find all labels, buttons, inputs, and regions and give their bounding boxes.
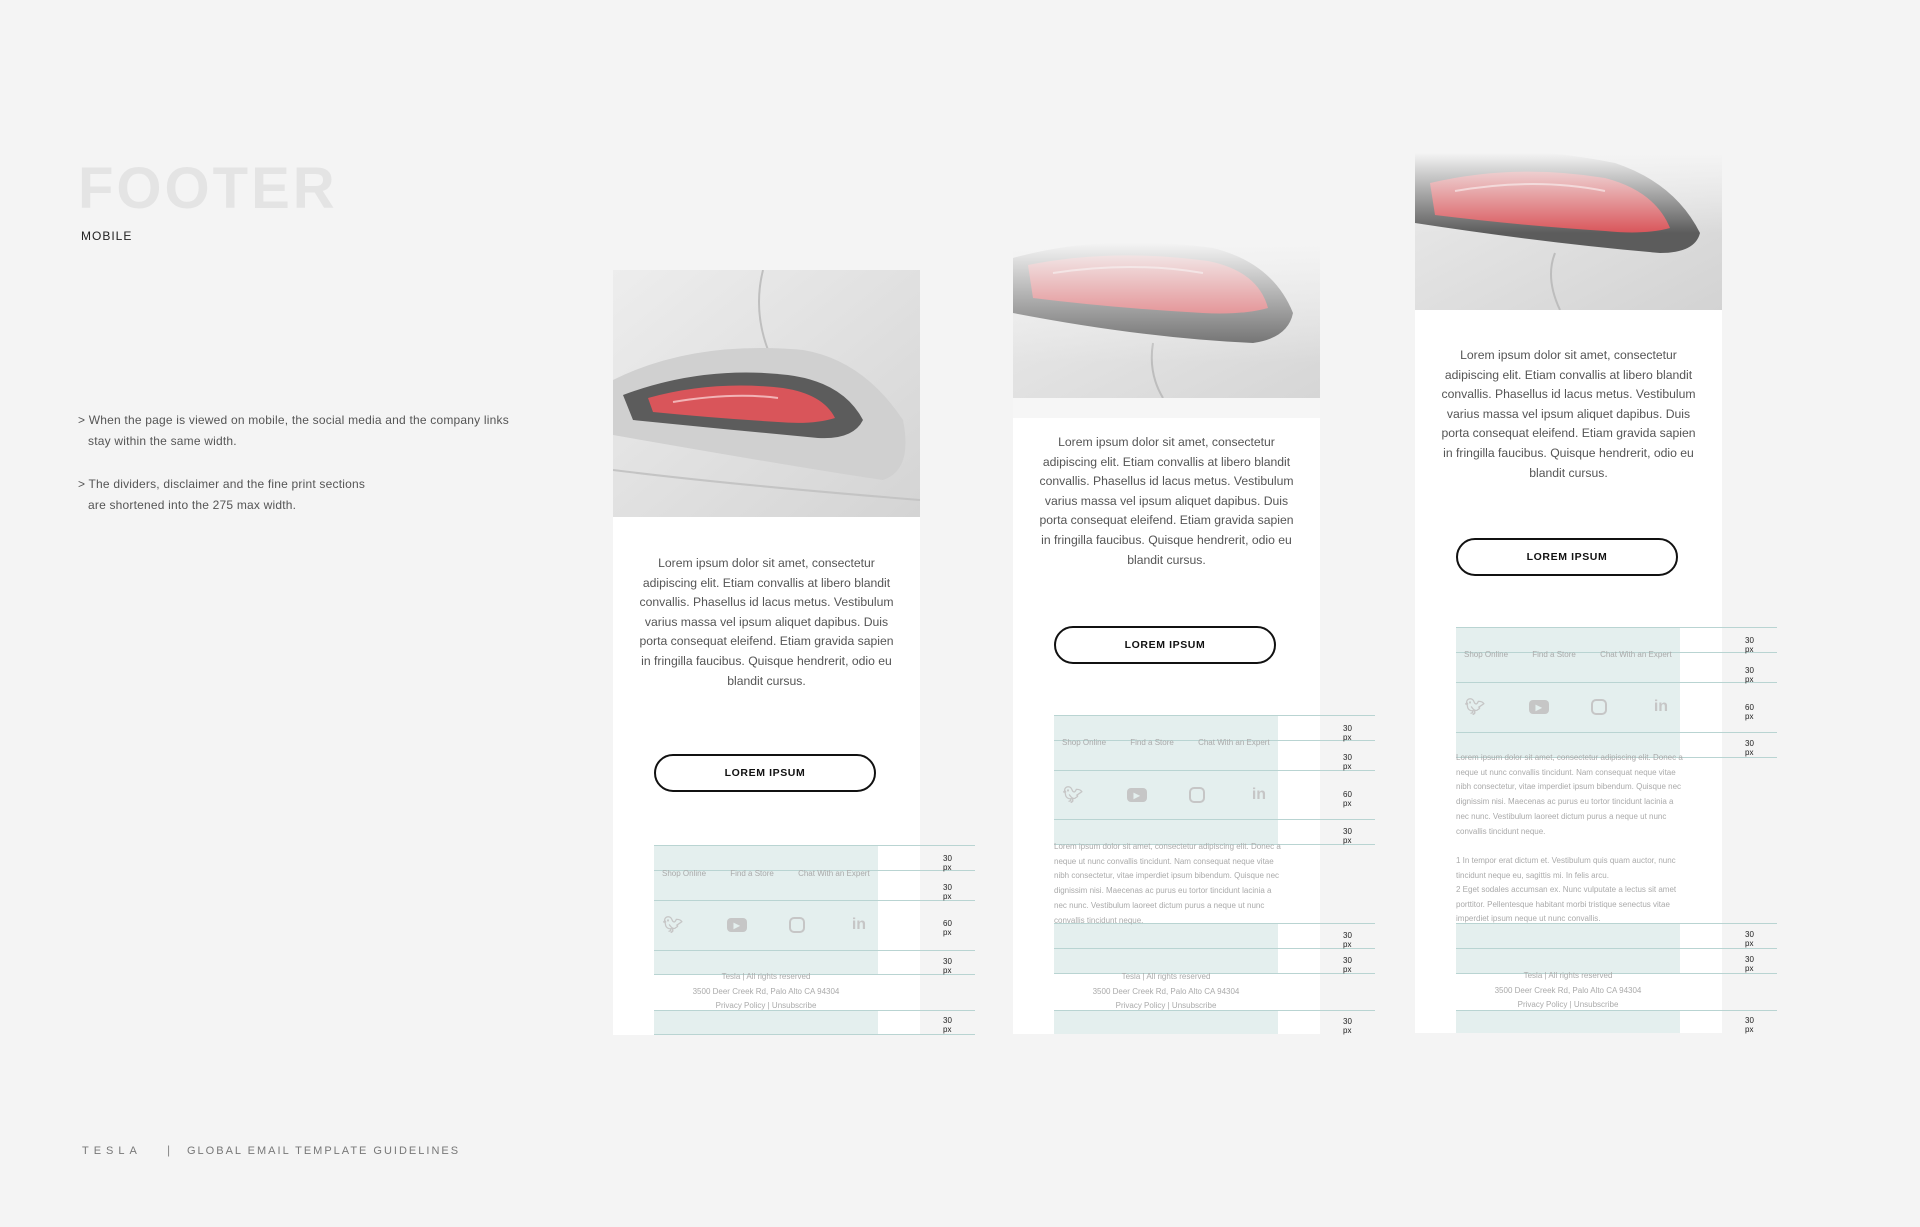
spacing-label: 60 px — [1745, 703, 1754, 721]
link-shop-online[interactable]: Shop Online — [662, 869, 707, 878]
spacing-label: 30 px — [1745, 739, 1754, 757]
spacing-label: 30 px — [943, 883, 952, 901]
guide-line — [1054, 770, 1375, 771]
guide-band — [654, 1010, 878, 1035]
numbered-note: 1 In tempor erat dictum et. Vestibulum quis quam auctor, nunc tincidunt neque eu, sagittis mi. In felis arcu. — [1456, 856, 1676, 880]
guide-line — [1456, 627, 1777, 628]
fine-print-line[interactable]: Privacy Policy | Unsubscribe — [1115, 1001, 1217, 1010]
cta-button[interactable]: LOREM IPSUM — [654, 754, 876, 792]
guide-band — [1456, 627, 1680, 757]
footer-links — [1062, 738, 1292, 747]
guide-band — [1456, 1010, 1680, 1033]
spacing-label: 60 px — [1343, 790, 1352, 808]
fine-print-line[interactable]: Privacy Policy | Unsubscribe — [715, 1001, 817, 1010]
social-icons — [1062, 785, 1270, 805]
guide-line — [1054, 715, 1375, 716]
spacing-label: 30 px — [943, 854, 952, 872]
note-mobile-links — [78, 410, 558, 452]
spacing-label: 30 px — [1745, 955, 1754, 973]
note-text: stay within the same width. — [88, 434, 237, 448]
note-max-width — [78, 474, 558, 516]
linkedin-icon[interactable]: in — [1251, 786, 1267, 803]
youtube-icon[interactable]: ▶ — [1127, 788, 1147, 802]
guide-line — [654, 845, 975, 846]
link-find-store[interactable]: Find a Store — [1532, 650, 1576, 659]
email-mockup-1 — [613, 270, 952, 1035]
note-text: > When the page is viewed on mobile, the social media and the company links — [78, 413, 509, 427]
spacing-label: 30 px — [1745, 636, 1754, 654]
footer-links — [662, 869, 892, 878]
spacing-label: 30 px — [1745, 930, 1754, 948]
guide-band — [1054, 715, 1278, 845]
linkedin-icon[interactable]: in — [851, 916, 867, 933]
youtube-icon[interactable]: ▶ — [1529, 700, 1549, 714]
fine-print-line: Tesla | All rights reserved — [1121, 972, 1211, 981]
fine-print — [1054, 970, 1278, 1014]
footer-separator: | — [167, 1143, 171, 1157]
image-gap — [1013, 398, 1320, 418]
note-text: > The dividers, disclaimer and the fine print sections — [78, 477, 366, 491]
spacing-label: 30 px — [1343, 1017, 1352, 1035]
spacing-label: 60 px — [943, 919, 952, 937]
fine-print — [654, 970, 878, 1014]
spacing-label: 30 px — [1343, 956, 1352, 974]
disclaimer-text: Lorem ipsum dolor sit amet, consectetur adipiscing elit. Donec a neque ut nunc convallis tincidunt. Nam consequat neque vitae nibh consectetur, vitae imperdiet ipsum bibendum. Quisque nec dignissim nisi. Maecenas ac purus eu tortor tincidunt lacinia a nec nunc. Vestibulum laoreet dictum purus a neque ut nunc convallis tincidunt neque. — [1054, 842, 1281, 925]
youtube-icon[interactable]: ▶ — [727, 918, 747, 932]
instagram-icon[interactable] — [1591, 699, 1607, 715]
link-shop-online[interactable]: Shop Online — [1464, 650, 1509, 659]
email-body-text: Lorem ipsum dolor sit amet, consectetur adipiscing elit. Etiam convallis at libero blandit convallis. Phasellus id lacus metus. Vestibulum varius massa vel ipsum aliquet dapibus. Duis porta consequat eleifend. Etiam gravida sapien in fringilla faucibus. Quisque hendrerit, odio eu blandit cursus. — [1441, 348, 1696, 480]
spacing-label: 30 px — [943, 1016, 952, 1034]
social-icons — [1464, 697, 1672, 717]
email-mockup-3 — [1415, 153, 1754, 1034]
tesla-logo: TESLA — [82, 1145, 142, 1157]
fine-print-line: 3500 Deer Creek Rd, Palo Alto CA 94304 — [1494, 985, 1642, 995]
page-subtitle: MOBILE — [81, 229, 133, 243]
footer-links — [1464, 650, 1694, 659]
cta-button[interactable]: LOREM IPSUM — [1054, 626, 1276, 664]
spacing-label: 30 px — [1343, 931, 1352, 949]
twitter-icon[interactable]: 🐦︎ — [1062, 787, 1084, 804]
guide-line — [654, 1034, 975, 1035]
guidelines-label: GLOBAL EMAIL TEMPLATE GUIDELINES — [187, 1145, 461, 1157]
fine-print-line: 3500 Deer Creek Rd, Palo Alto CA 94304 — [1092, 986, 1240, 996]
twitter-icon[interactable]: 🐦︎ — [662, 917, 684, 934]
guide-line — [1456, 682, 1777, 683]
page-title: FOOTER — [78, 156, 338, 221]
guide-line — [1054, 819, 1375, 820]
spacing-label: 30 px — [1343, 753, 1352, 771]
instagram-icon[interactable] — [789, 917, 805, 933]
social-icons — [662, 915, 870, 935]
cta-button[interactable]: LOREM IPSUM — [1456, 538, 1678, 576]
hero-image — [1013, 243, 1320, 398]
linkedin-icon[interactable]: in — [1653, 698, 1669, 715]
link-chat-expert[interactable]: Chat With an Expert — [1600, 650, 1672, 659]
fine-print-line[interactable]: Privacy Policy | Unsubscribe — [1517, 1000, 1619, 1009]
spacing-label: 30 px — [1343, 827, 1352, 845]
car-taillight-image — [613, 270, 920, 517]
note-text: are shortened into the 275 max width. — [88, 498, 297, 512]
numbered-note: 2 Eget sodales accumsan ex. Nunc vulputate a lectus sit amet porttitor. Pellentesque habitant morbi tristique senectus vitae imperdiet ipsum neque ut nunc convallis. — [1456, 885, 1677, 924]
hero-image — [613, 270, 920, 517]
fine-print-line: Tesla | All rights reserved — [1523, 971, 1613, 980]
guide-line — [1456, 948, 1777, 949]
link-shop-online[interactable]: Shop Online — [1062, 738, 1107, 747]
link-find-store[interactable]: Find a Store — [730, 869, 774, 878]
twitter-icon[interactable]: 🐦︎ — [1464, 699, 1486, 716]
hero-image — [1415, 153, 1722, 310]
image-fade — [1415, 153, 1722, 233]
guide-band — [1054, 1010, 1278, 1034]
disclaimer-text: Lorem ipsum dolor sit amet, consectetur adipiscing elit. Donec a neque ut nunc convallis tincidunt. Nam consequat neque vitae nibh consectetur, vitae imperdiet ipsum bibendum. Quisque nec dignissim nisi. Maecenas ac purus eu tortor tincidunt lacinia a nec nunc. Vestibulum laoreet dictum purus a neque ut nunc convallis tincidunt neque. — [1456, 753, 1683, 836]
link-chat-expert[interactable]: Chat With an Expert — [1198, 738, 1270, 747]
link-find-store[interactable]: Find a Store — [1130, 738, 1174, 747]
fine-print-line: 3500 Deer Creek Rd, Palo Alto CA 94304 — [692, 986, 840, 996]
fine-print — [1456, 969, 1680, 1013]
guide-line — [1054, 948, 1375, 949]
spacing-label: 30 px — [1343, 724, 1352, 742]
guide-line — [1456, 732, 1777, 733]
guide-band — [654, 845, 878, 975]
fine-print-line: Tesla | All rights reserved — [721, 972, 811, 981]
email-mockup-2 — [1013, 243, 1352, 1035]
instagram-icon[interactable] — [1189, 787, 1205, 803]
email-body-text: Lorem ipsum dolor sit amet, consectetur adipiscing elit. Etiam convallis at libero blandit convallis. Phasellus id lacus metus. Vestibulum varius massa vel ipsum aliquet dapibus. Duis porta consequat eleifend. Etiam gravida sapien in fringilla faucibus. Quisque hendrerit, odio eu blandit cursus. — [1039, 435, 1294, 567]
guide-line — [654, 900, 975, 901]
spacing-label: 30 px — [1745, 666, 1754, 684]
guide-line — [654, 950, 975, 951]
link-chat-expert[interactable]: Chat With an Expert — [798, 869, 870, 878]
image-fade — [1013, 243, 1320, 363]
spacing-label: 30 px — [943, 957, 952, 975]
email-body-text: Lorem ipsum dolor sit amet, consectetur adipiscing elit. Etiam convallis at libero blandit convallis. Phasellus id lacus metus. Vestibulum varius massa vel ipsum aliquet dapibus. Duis porta consequat eleifend. Etiam gravida sapien in fringilla faucibus. Quisque hendrerit, odio eu blandit cursus. — [639, 556, 894, 688]
spacing-label: 30 px — [1745, 1016, 1754, 1034]
